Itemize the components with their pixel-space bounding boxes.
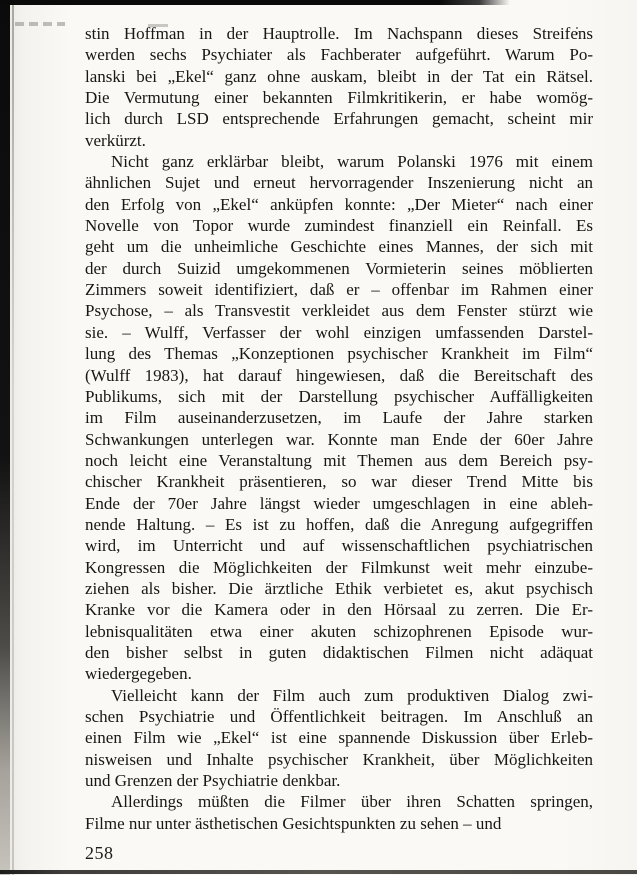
page-number: 258 <box>85 843 114 863</box>
text-line: ähnlichen Sujet und erneut hervorragender Inszenierung nicht an <box>85 173 593 193</box>
text-line: Schwankungen unterlegen war. Konnte man Ende der 60er Jahre <box>85 429 593 449</box>
text-line: sie. – Wulff, Verfasser der wohl einzigen umfassenden Darstel- <box>85 322 593 342</box>
text-line: noch leicht eine Veranstaltung mit Themen aus dem Bereich psy- <box>85 450 593 470</box>
text-line: wird, im Unterricht und auf wissenschaftlichen psychiatrischen <box>85 536 593 556</box>
text-line: Allerdings müßten die Filmer über ihren Schatten springen, <box>111 792 593 812</box>
text-line: nisweisen und Inhalte psychischer Krankheit, über Möglichkeiten <box>85 749 593 769</box>
text-line: Kongressen die Möglichkeiten der Filmkunst weit mehr einzube- <box>85 557 593 577</box>
text-line: Filme nur unter ästhetischen Gesichtspunkten zu sehen – und <box>85 813 502 833</box>
text-line: (Wulff 1983), hat darauf hingewiesen, daß die Bereitschaft des <box>85 365 593 385</box>
text-line: ziehen als bisher. Die ärztliche Ethik verbietet es, akut psychisch <box>85 578 593 598</box>
text-line: lanski bei „Ekel“ ganz ohne auskam, bleibt in der Tat ein Rätsel. <box>85 66 593 86</box>
text-line: Zimmers soweit identifiziert, daß er – offenbar im Rahmen einer <box>85 280 593 300</box>
text-line: der durch Suizid umgekommenen Vormieterin seines möblierten <box>85 258 593 278</box>
text-line: lich durch LSD entsprechende Erfahrungen gemacht, scheint mir <box>85 109 593 129</box>
text-line: werden sechs Psychiater als Fachberater aufgeführt. Warum Po- <box>85 45 593 65</box>
scan-smudge <box>15 22 65 26</box>
text-line: geht um die unheimliche Geschichte eines Mannes, der sich mit <box>85 237 593 257</box>
text-line: Publikums, sich mit der Darstellung psychischer Auffälligkeiten <box>85 386 593 406</box>
text-line: verkürzt. <box>85 130 146 150</box>
text-line: Ende der 70er Jahre längst wieder umgeschlagen in eine ableh- <box>85 493 593 513</box>
text-line: Vielleicht kann der Film auch zum produktiven Dialog zwi- <box>111 685 593 705</box>
scan-gutter-bar <box>0 0 10 875</box>
text-line: schen Psychiatrie und Öffentlichkeit beitragen. Im Anschluß an <box>85 707 593 726</box>
text-line: Die Vermutung einer bekannten Filmkritikerin, er habe womög- <box>85 88 593 108</box>
text-line: stin Hoffman in der Hauptrolle. Im Nachspann dieses Streifens <box>85 24 593 43</box>
text-line: Novelle von Topor wurde zumindest finanziell ein Reinfall. Es <box>85 216 593 236</box>
text-line: Nicht ganz erklärbar bleibt, warum Polanski 1976 mit einem <box>111 152 593 172</box>
text-line: nende Haltung. – Es ist zu hoffen, daß die Anregung aufgegriffen <box>85 514 593 534</box>
text-line: einen Film wie „Ekel“ ist eine spannende Diskussion über Erleb- <box>85 728 593 748</box>
text-line: Psychose, – als Transvestit verkleidet aus dem Fenster stürzt wie <box>85 301 593 321</box>
text-line: den Erfolg von „Ekel“ anküpfen konnte: „Der Mieter“ nach einer <box>85 194 593 214</box>
text-line: lung des Themas „Konzeptionen psychischer Krankheit im Film“ <box>85 344 593 364</box>
text-line: chischer Krankheit präsentieren, so war dieser Trend Mitte bis <box>85 472 593 492</box>
scan-bottom-edge-line <box>0 870 637 874</box>
text-line: lebnisqualitäten etwa einer akuten schizophrenen Episode wur- <box>85 621 593 641</box>
scan-gutter-line <box>12 0 14 875</box>
text-line: wiedergegeben. <box>85 664 192 684</box>
text-line: den bisher selbst in guten didaktischen Filmen nicht adäquat <box>85 642 593 662</box>
text-line: Kranke vor die Kamera oder in den Hörsaal zu zerren. Die Er- <box>85 600 593 620</box>
text-line: und Grenzen der Psychiatrie denkbar. <box>85 771 341 791</box>
scan-top-edge-line <box>0 0 510 5</box>
text-block <box>85 23 593 834</box>
text-line: im Film auseinanderzusetzen, im Laufe der Jahre starken <box>85 408 593 428</box>
